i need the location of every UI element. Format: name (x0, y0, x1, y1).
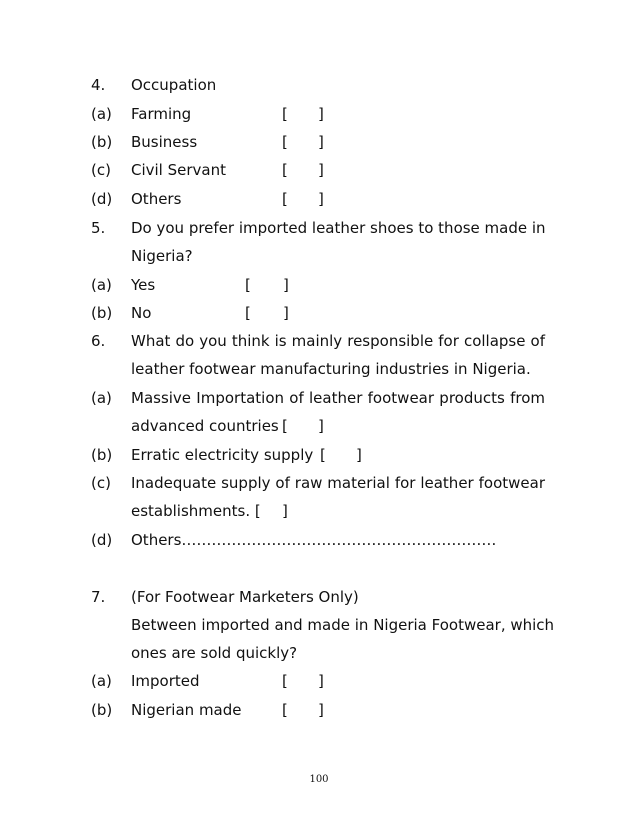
q6-option-d-others-field[interactable]: Others……………………………………………………… (131, 531, 497, 549)
q7-option-a-checkbox-close: ] (318, 672, 324, 690)
q6-text-line-1: What do you think is mainly responsible for collapse of (131, 332, 545, 350)
q4-option-b-label: (b) (91, 133, 113, 151)
q5-option-a-checkbox-close: ] (283, 276, 289, 294)
q4-option-c-text: Civil Servant (131, 161, 226, 179)
q5-option-a-text: Yes (131, 276, 156, 294)
q4-number: 4. (91, 76, 106, 94)
q6-option-a-line-1: Massive Importation of leather footwear products from (131, 389, 545, 407)
q6-option-b-checkbox-close: ] (356, 446, 362, 464)
page-number: 100 (309, 774, 329, 785)
q6-option-c-line-2[interactable]: establishments. [ (131, 502, 261, 520)
q6-option-c-label: (c) (91, 474, 111, 492)
q6-option-b-label: (b) (91, 446, 113, 464)
q6-option-b-text: Erratic electricity supply (131, 446, 314, 464)
q5-option-b-label: (b) (91, 304, 113, 322)
q4-option-d-label: (d) (91, 190, 113, 208)
q6-option-c-checkbox-close: ] (282, 502, 288, 520)
q7-option-a-checkbox-open[interactable]: [ (282, 672, 288, 690)
q7-option-b-checkbox-close: ] (318, 701, 324, 719)
q7-option-a-label: (a) (91, 672, 112, 690)
q5-option-b-checkbox-open[interactable]: [ (245, 304, 251, 322)
q5-option-a-label: (a) (91, 276, 112, 294)
q5-text-line-2: Nigeria? (131, 247, 193, 265)
q4-option-a-checkbox-close: ] (318, 105, 324, 123)
q6-option-a-line-2: advanced countries (131, 417, 279, 435)
q4-option-b-checkbox-open[interactable]: [ (282, 133, 288, 151)
q7-option-b-checkbox-open[interactable]: [ (282, 701, 288, 719)
q4-option-b-text: Business (131, 133, 198, 151)
q4-option-c-checkbox-close: ] (318, 161, 324, 179)
q4-option-d-checkbox-open[interactable]: [ (282, 190, 288, 208)
q4-option-a-text: Farming (131, 105, 192, 123)
q5-number: 5. (91, 219, 106, 237)
q4-option-a-checkbox-open[interactable]: [ (282, 105, 288, 123)
q7-number: 7. (91, 588, 106, 606)
q5-option-b-checkbox-close: ] (283, 304, 289, 322)
q6-option-a-checkbox-close: ] (318, 417, 324, 435)
q7-option-a-text: Imported (131, 672, 200, 690)
q7-text-line-2: ones are sold quickly? (131, 644, 298, 662)
q4-title: Occupation (131, 76, 217, 94)
q6-text-line-2: leather footwear manufacturing industries in Nigeria. (131, 360, 531, 378)
q4-option-d-text: Others (131, 190, 182, 208)
q4-option-c-label: (c) (91, 161, 111, 179)
q6-option-d-label: (d) (91, 531, 113, 549)
q6-option-a-checkbox-open[interactable]: [ (282, 417, 288, 435)
q6-option-c-line-1: Inadequate supply of raw material for leather footwear (131, 474, 545, 492)
q4-option-a-label: (a) (91, 105, 112, 123)
q4-option-b-checkbox-close: ] (318, 133, 324, 151)
q7-header: (For Footwear Marketers Only) (131, 588, 359, 606)
q4-option-c-checkbox-open[interactable]: [ (282, 161, 288, 179)
q7-option-b-label: (b) (91, 701, 113, 719)
q5-option-b-text: No (131, 304, 152, 322)
q7-text-line-1: Between imported and made in Nigeria Footwear, which (131, 616, 555, 634)
q4-option-d-checkbox-close: ] (318, 190, 324, 208)
q5-text-line-1: Do you prefer imported leather shoes to those made in (131, 219, 546, 237)
q6-number: 6. (91, 332, 106, 350)
q6-option-b-checkbox-open[interactable]: [ (320, 446, 326, 464)
q7-option-b-text: Nigerian made (131, 701, 242, 719)
q6-option-a-label: (a) (91, 389, 112, 407)
q5-option-a-checkbox-open[interactable]: [ (245, 276, 251, 294)
